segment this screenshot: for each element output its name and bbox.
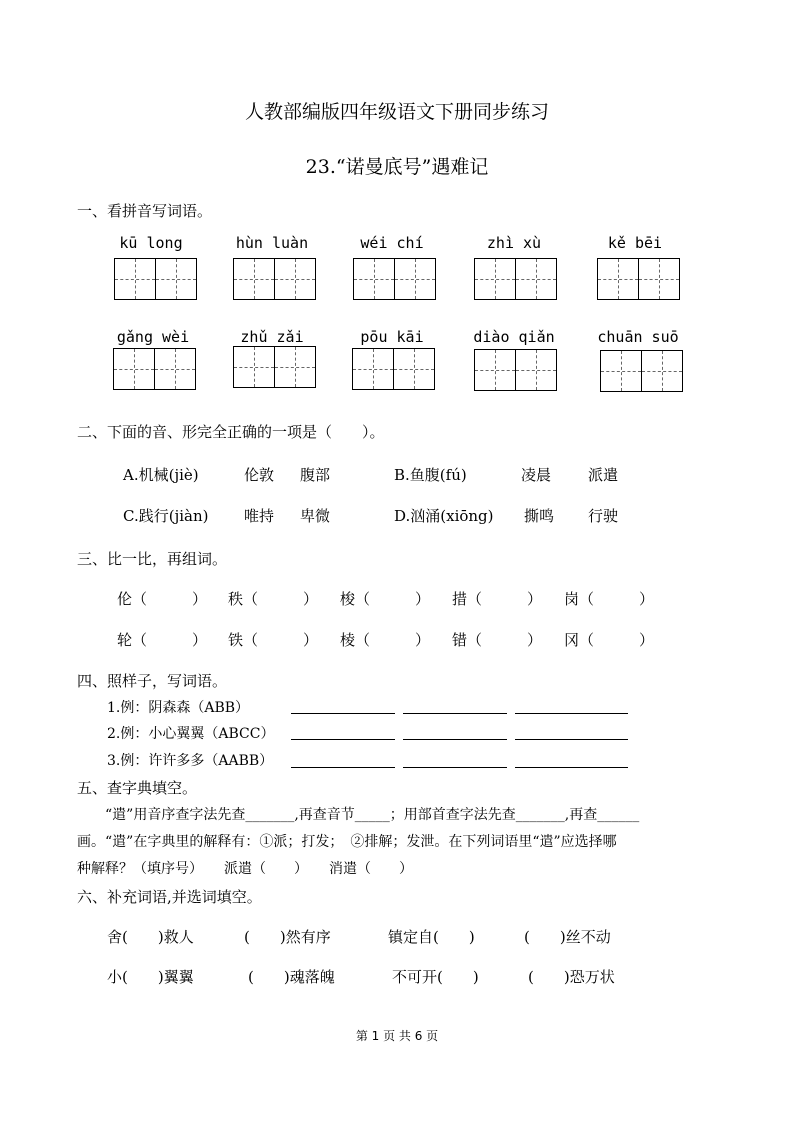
compare-item: 措（ ） — [452, 590, 543, 608]
section-1-heading: 一、看拼音写词语。 — [77, 202, 213, 220]
section-6-heading: 六、补充词语,并选词填空。 — [77, 888, 262, 906]
option-c-word: C.践行(jiàn) — [123, 507, 209, 525]
answer-blank[interactable] — [403, 713, 507, 714]
answer-blank[interactable] — [291, 767, 395, 768]
pinyin-label: zhǔ zǎi — [240, 328, 304, 346]
compare-item: 冈（ ） — [564, 631, 655, 649]
answer-blank[interactable] — [403, 739, 507, 740]
dictionary-text-line: 种解释？（填序号） 派遣（ ） 消遣（ ） — [77, 861, 413, 877]
option-d-word: 行驶 — [588, 507, 619, 525]
pinyin-label: gǎng wèi — [116, 328, 190, 346]
writing-grid[interactable] — [113, 348, 196, 390]
section-3-heading: 三、比一比，再组词。 — [77, 550, 228, 568]
answer-blank[interactable] — [515, 767, 628, 768]
section-2-heading: 二、下面的音、形完全正确的一项是（ ）。 — [77, 423, 385, 441]
compare-item: 伦（ ） — [117, 590, 208, 608]
example-label: 2.例：小心翼翼（ABCC） — [107, 726, 275, 742]
answer-blank[interactable] — [515, 739, 628, 740]
option-a-word: 伦敦 — [244, 466, 275, 484]
option-b-word: B.鱼腹(fú) — [394, 466, 467, 484]
writing-grid[interactable] — [597, 258, 680, 300]
option-a-word: A.机械(jiè) — [123, 466, 199, 484]
pinyin-label: kě bēi — [607, 234, 663, 252]
writing-grid[interactable] — [352, 348, 435, 390]
page-number: 第 1 页 共 6 页 — [355, 1029, 439, 1043]
writing-grid[interactable] — [114, 258, 197, 300]
compare-item: 轮（ ） — [117, 631, 208, 649]
page-title: 人教部编版四年级语文下册同步练习 — [244, 101, 549, 123]
compare-item: 岗（ ） — [564, 590, 655, 608]
writing-grid[interactable] — [353, 258, 436, 300]
pinyin-label: kū long — [119, 234, 183, 252]
answer-blank[interactable] — [515, 713, 628, 714]
option-b-word: 派遣 — [588, 466, 619, 484]
compare-item: 棱（ ） — [340, 631, 431, 649]
idiom-item: 不可开( ) — [392, 968, 479, 986]
pinyin-label: zhì xù — [486, 234, 542, 252]
writing-grid[interactable] — [474, 258, 557, 300]
example-label: 3.例：许许多多（AABB） — [107, 753, 274, 769]
writing-grid[interactable] — [233, 346, 316, 388]
idiom-item: 小( )翼翼 — [107, 968, 194, 986]
pinyin-label: chuān suō — [597, 328, 679, 346]
answer-blank[interactable] — [291, 739, 395, 740]
compare-item: 秩（ ） — [228, 590, 319, 608]
idiom-item: ( )丝不动 — [524, 928, 611, 946]
idiom-item: 舍( )救人 — [107, 928, 194, 946]
section-5-heading: 五、查字典填空。 — [77, 779, 198, 797]
option-c-word: 卑微 — [300, 507, 331, 525]
option-b-word: 凌晨 — [521, 466, 552, 484]
example-label: 1.例：阴森森（ABB） — [107, 700, 250, 716]
answer-blank[interactable] — [291, 713, 395, 714]
idiom-item: ( )然有序 — [244, 928, 331, 946]
section-4-heading: 四、照样子，写词语。 — [77, 672, 228, 690]
option-d-word: 撕鸣 — [524, 507, 555, 525]
option-a-word: 腹部 — [300, 466, 331, 484]
idiom-item: ( )魂落魄 — [248, 968, 335, 986]
compare-item: 铁（ ） — [228, 631, 319, 649]
idiom-item: ( )恐万状 — [528, 968, 615, 986]
option-d-word: D.汹涌(xiōng) — [394, 507, 494, 525]
answer-blank[interactable] — [403, 767, 507, 768]
writing-grid[interactable] — [233, 258, 316, 300]
pinyin-label: diào qiǎn — [473, 328, 555, 346]
writing-grid[interactable] — [600, 350, 683, 392]
dictionary-text-line: 画。“遣”在字典里的解释有：①派；打发； ②排解；发泄。在下列词语里“遣”应选择哪 — [77, 834, 617, 850]
pinyin-label: wéi chí — [360, 234, 424, 252]
dictionary-text-line: “遣”用音序查字法先查_______,再查音节_____；用部首查字法先查_______,再查______ — [105, 807, 640, 823]
writing-grid[interactable] — [474, 349, 557, 391]
pinyin-label: pōu kāi — [360, 328, 424, 346]
compare-item: 梭（ ） — [340, 590, 431, 608]
compare-item: 错（ ） — [452, 631, 543, 649]
page-subtitle: 23.“诺曼底号”遇难记 — [305, 156, 489, 178]
pinyin-label: hùn luàn — [235, 234, 309, 252]
idiom-item: 镇定自( ) — [388, 928, 475, 946]
option-c-word: 唯持 — [244, 507, 275, 525]
